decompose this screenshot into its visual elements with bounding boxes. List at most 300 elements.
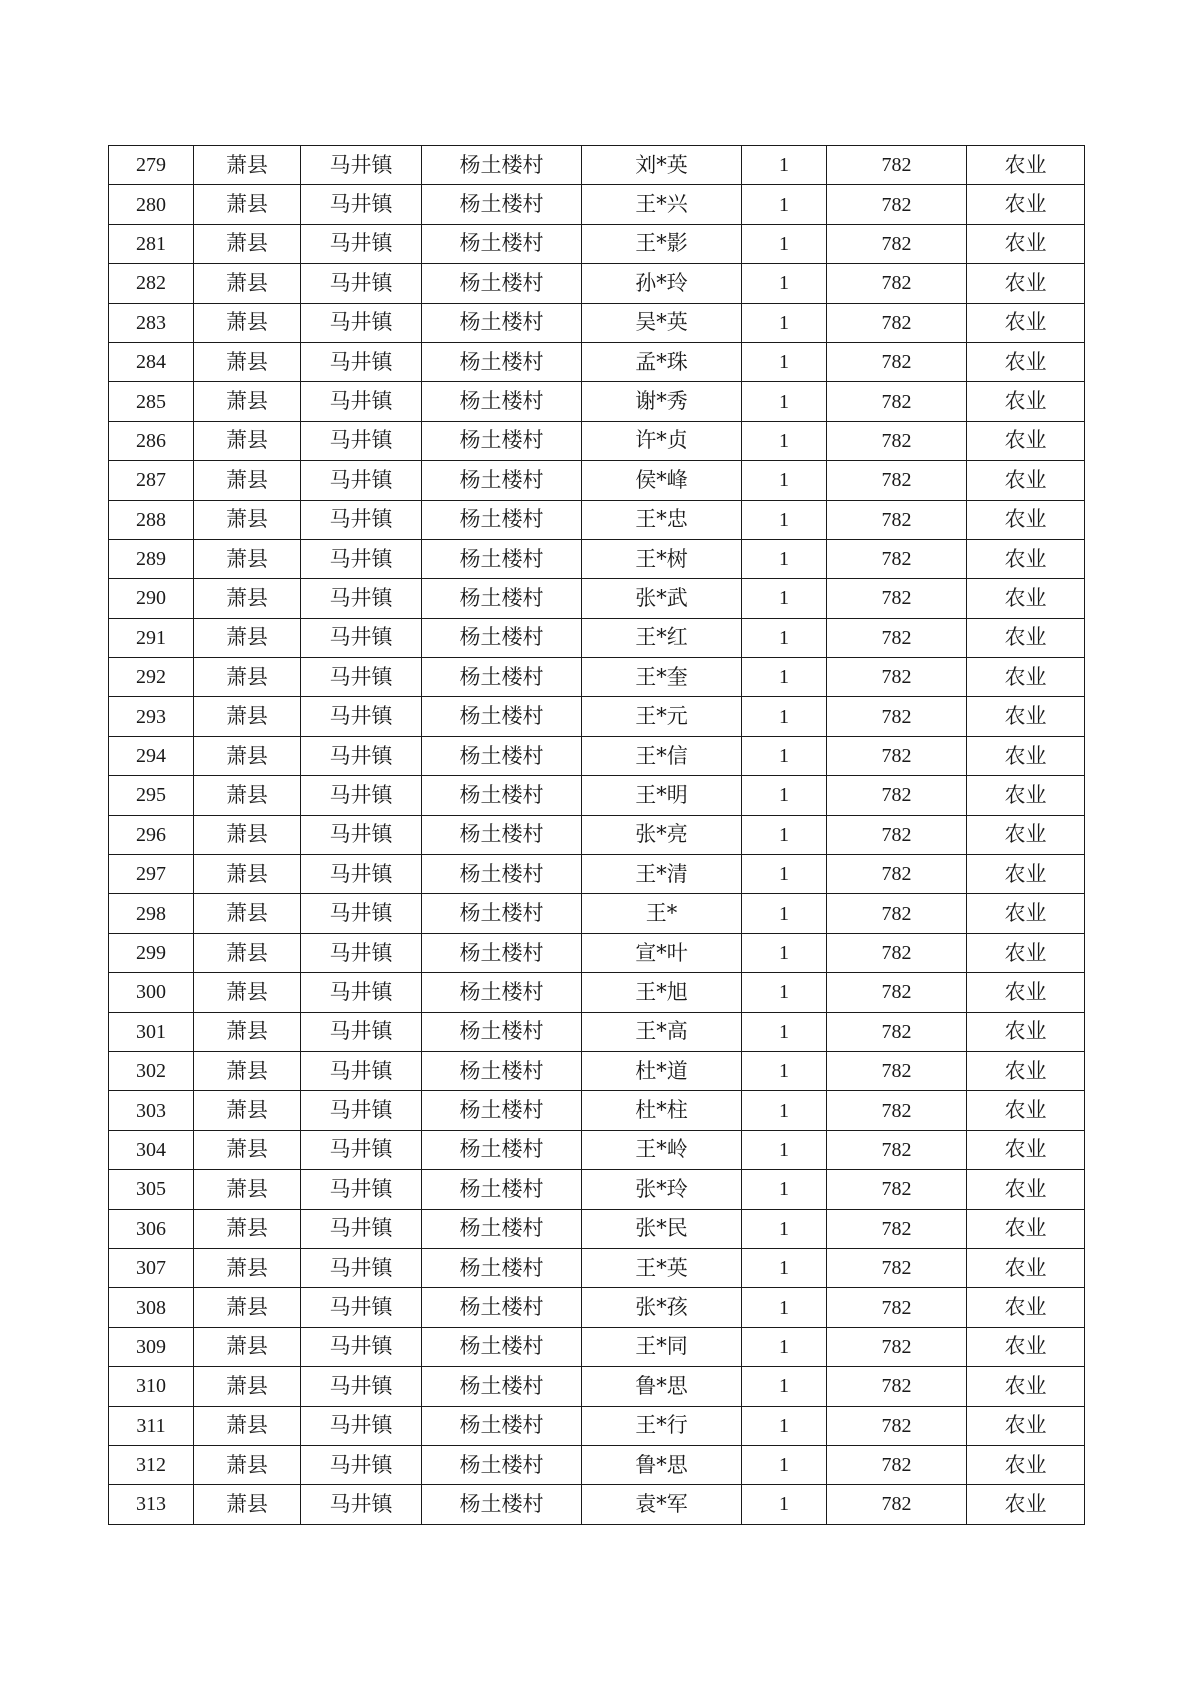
amount-cell: 782 <box>827 776 967 815</box>
count-cell: 1 <box>742 224 827 263</box>
category-cell: 农业 <box>967 185 1085 224</box>
village-cell: 杨土楼村 <box>422 539 582 578</box>
village-cell: 杨土楼村 <box>422 224 582 263</box>
town-cell: 马井镇 <box>301 933 422 972</box>
county-cell: 萧县 <box>194 224 301 263</box>
count-cell: 1 <box>742 1209 827 1248</box>
category-cell: 农业 <box>967 146 1085 185</box>
town-cell: 马井镇 <box>301 539 422 578</box>
amount-cell: 782 <box>827 500 967 539</box>
table-row <box>109 1248 1085 1287</box>
name-cell: 王*英 <box>582 1248 742 1287</box>
table-row <box>109 1051 1085 1090</box>
county-cell: 萧县 <box>194 421 301 460</box>
county-cell: 萧县 <box>194 342 301 381</box>
town-cell: 马井镇 <box>301 421 422 460</box>
county-cell: 萧县 <box>194 1051 301 1090</box>
name-cell: 王*树 <box>582 539 742 578</box>
county-cell: 萧县 <box>194 1327 301 1366</box>
count-cell: 1 <box>742 973 827 1012</box>
row-index-cell: 295 <box>109 776 194 815</box>
name-cell: 王*岭 <box>582 1130 742 1169</box>
table-row <box>109 855 1085 894</box>
row-index-cell: 304 <box>109 1130 194 1169</box>
name-cell: 许*贞 <box>582 421 742 460</box>
amount-cell: 782 <box>827 1367 967 1406</box>
row-index-cell: 308 <box>109 1288 194 1327</box>
county-cell: 萧县 <box>194 303 301 342</box>
town-cell: 马井镇 <box>301 1288 422 1327</box>
row-index-cell: 292 <box>109 658 194 697</box>
name-cell: 王*影 <box>582 224 742 263</box>
name-cell: 杜*道 <box>582 1051 742 1090</box>
count-cell: 1 <box>742 894 827 933</box>
village-cell: 杨土楼村 <box>422 461 582 500</box>
category-cell: 农业 <box>967 539 1085 578</box>
row-index-cell: 286 <box>109 421 194 460</box>
category-cell: 农业 <box>967 1288 1085 1327</box>
amount-cell: 782 <box>827 894 967 933</box>
name-cell: 杜*柱 <box>582 1091 742 1130</box>
name-cell: 王*同 <box>582 1327 742 1366</box>
name-cell: 王*红 <box>582 618 742 657</box>
table-row <box>109 500 1085 539</box>
category-cell: 农业 <box>967 855 1085 894</box>
count-cell: 1 <box>742 146 827 185</box>
table-row <box>109 382 1085 421</box>
category-cell: 农业 <box>967 1209 1085 1248</box>
name-cell: 张*亮 <box>582 815 742 854</box>
table-row <box>109 1406 1085 1445</box>
village-cell: 杨土楼村 <box>422 894 582 933</box>
name-cell: 鲁*思 <box>582 1445 742 1484</box>
amount-cell: 782 <box>827 264 967 303</box>
town-cell: 马井镇 <box>301 1327 422 1366</box>
name-cell: 张*武 <box>582 579 742 618</box>
table-row <box>109 342 1085 381</box>
village-cell: 杨土楼村 <box>422 618 582 657</box>
name-cell: 王*清 <box>582 855 742 894</box>
town-cell: 马井镇 <box>301 342 422 381</box>
row-index-cell: 299 <box>109 933 194 972</box>
village-cell: 杨土楼村 <box>422 342 582 381</box>
row-index-cell: 310 <box>109 1367 194 1406</box>
table-row <box>109 1012 1085 1051</box>
county-cell: 萧县 <box>194 1248 301 1287</box>
name-cell: 孟*珠 <box>582 342 742 381</box>
county-cell: 萧县 <box>194 1406 301 1445</box>
name-cell: 王*旭 <box>582 973 742 1012</box>
village-cell: 杨土楼村 <box>422 776 582 815</box>
amount-cell: 782 <box>827 697 967 736</box>
row-index-cell: 313 <box>109 1485 194 1524</box>
category-cell: 农业 <box>967 1248 1085 1287</box>
village-cell: 杨土楼村 <box>422 1248 582 1287</box>
amount-cell: 782 <box>827 1485 967 1524</box>
county-cell: 萧县 <box>194 1485 301 1524</box>
county-cell: 萧县 <box>194 539 301 578</box>
category-cell: 农业 <box>967 264 1085 303</box>
town-cell: 马井镇 <box>301 1091 422 1130</box>
count-cell: 1 <box>742 1012 827 1051</box>
table-row <box>109 697 1085 736</box>
row-index-cell: 284 <box>109 342 194 381</box>
village-cell: 杨土楼村 <box>422 973 582 1012</box>
row-index-cell: 296 <box>109 815 194 854</box>
amount-cell: 782 <box>827 185 967 224</box>
count-cell: 1 <box>742 1248 827 1287</box>
town-cell: 马井镇 <box>301 303 422 342</box>
village-cell: 杨土楼村 <box>422 1091 582 1130</box>
row-index-cell: 306 <box>109 1209 194 1248</box>
village-cell: 杨土楼村 <box>422 933 582 972</box>
town-cell: 马井镇 <box>301 973 422 1012</box>
category-cell: 农业 <box>967 736 1085 775</box>
village-cell: 杨土楼村 <box>422 736 582 775</box>
town-cell: 马井镇 <box>301 776 422 815</box>
category-cell: 农业 <box>967 933 1085 972</box>
table-row <box>109 303 1085 342</box>
county-cell: 萧县 <box>194 500 301 539</box>
row-index-cell: 305 <box>109 1170 194 1209</box>
village-cell: 杨土楼村 <box>422 500 582 539</box>
village-cell: 杨土楼村 <box>422 1485 582 1524</box>
village-cell: 杨土楼村 <box>422 658 582 697</box>
count-cell: 1 <box>742 1051 827 1090</box>
category-cell: 农业 <box>967 1327 1085 1366</box>
category-cell: 农业 <box>967 894 1085 933</box>
village-cell: 杨土楼村 <box>422 855 582 894</box>
category-cell: 农业 <box>967 1130 1085 1169</box>
amount-cell: 782 <box>827 303 967 342</box>
count-cell: 1 <box>742 461 827 500</box>
count-cell: 1 <box>742 1091 827 1130</box>
table-row <box>109 579 1085 618</box>
category-cell: 农业 <box>967 658 1085 697</box>
county-cell: 萧县 <box>194 933 301 972</box>
town-cell: 马井镇 <box>301 1445 422 1484</box>
table-row <box>109 933 1085 972</box>
town-cell: 马井镇 <box>301 185 422 224</box>
amount-cell: 782 <box>827 146 967 185</box>
name-cell: 王* <box>582 894 742 933</box>
count-cell: 1 <box>742 185 827 224</box>
category-cell: 农业 <box>967 421 1085 460</box>
row-index-cell: 283 <box>109 303 194 342</box>
table-row <box>109 1091 1085 1130</box>
row-index-cell: 281 <box>109 224 194 263</box>
name-cell: 张*孩 <box>582 1288 742 1327</box>
amount-cell: 782 <box>827 342 967 381</box>
table-row <box>109 224 1085 263</box>
name-cell: 袁*军 <box>582 1485 742 1524</box>
town-cell: 马井镇 <box>301 736 422 775</box>
category-cell: 农业 <box>967 1445 1085 1484</box>
amount-cell: 782 <box>827 933 967 972</box>
count-cell: 1 <box>742 1367 827 1406</box>
town-cell: 马井镇 <box>301 382 422 421</box>
name-cell: 宣*叶 <box>582 933 742 972</box>
amount-cell: 782 <box>827 421 967 460</box>
name-cell: 吴*英 <box>582 303 742 342</box>
name-cell: 王*忠 <box>582 500 742 539</box>
name-cell: 谢*秀 <box>582 382 742 421</box>
village-cell: 杨土楼村 <box>422 1367 582 1406</box>
row-index-cell: 301 <box>109 1012 194 1051</box>
roster-body <box>109 146 1085 1525</box>
count-cell: 1 <box>742 264 827 303</box>
roster-table <box>108 145 1085 1525</box>
name-cell: 张*民 <box>582 1209 742 1248</box>
village-cell: 杨土楼村 <box>422 264 582 303</box>
category-cell: 农业 <box>967 461 1085 500</box>
category-cell: 农业 <box>967 1170 1085 1209</box>
table-row <box>109 894 1085 933</box>
amount-cell: 782 <box>827 736 967 775</box>
table-row <box>109 539 1085 578</box>
row-index-cell: 294 <box>109 736 194 775</box>
count-cell: 1 <box>742 579 827 618</box>
count-cell: 1 <box>742 1130 827 1169</box>
count-cell: 1 <box>742 539 827 578</box>
town-cell: 马井镇 <box>301 500 422 539</box>
town-cell: 马井镇 <box>301 1012 422 1051</box>
town-cell: 马井镇 <box>301 1051 422 1090</box>
village-cell: 杨土楼村 <box>422 185 582 224</box>
town-cell: 马井镇 <box>301 264 422 303</box>
amount-cell: 782 <box>827 1012 967 1051</box>
county-cell: 萧县 <box>194 1209 301 1248</box>
count-cell: 1 <box>742 1327 827 1366</box>
name-cell: 王*高 <box>582 1012 742 1051</box>
name-cell: 王*明 <box>582 776 742 815</box>
amount-cell: 782 <box>827 1327 967 1366</box>
village-cell: 杨土楼村 <box>422 1051 582 1090</box>
village-cell: 杨土楼村 <box>422 1327 582 1366</box>
table-row <box>109 1485 1085 1524</box>
county-cell: 萧县 <box>194 1091 301 1130</box>
count-cell: 1 <box>742 303 827 342</box>
table-row <box>109 1327 1085 1366</box>
county-cell: 萧县 <box>194 264 301 303</box>
count-cell: 1 <box>742 815 827 854</box>
amount-cell: 782 <box>827 579 967 618</box>
town-cell: 马井镇 <box>301 855 422 894</box>
village-cell: 杨土楼村 <box>422 815 582 854</box>
count-cell: 1 <box>742 697 827 736</box>
town-cell: 马井镇 <box>301 1367 422 1406</box>
county-cell: 萧县 <box>194 894 301 933</box>
village-cell: 杨土楼村 <box>422 146 582 185</box>
count-cell: 1 <box>742 1485 827 1524</box>
category-cell: 农业 <box>967 342 1085 381</box>
table-row <box>109 264 1085 303</box>
row-index-cell: 302 <box>109 1051 194 1090</box>
village-cell: 杨土楼村 <box>422 1288 582 1327</box>
county-cell: 萧县 <box>194 973 301 1012</box>
row-index-cell: 289 <box>109 539 194 578</box>
village-cell: 杨土楼村 <box>422 579 582 618</box>
name-cell: 鲁*思 <box>582 1367 742 1406</box>
count-cell: 1 <box>742 658 827 697</box>
town-cell: 马井镇 <box>301 1130 422 1169</box>
table-row <box>109 776 1085 815</box>
village-cell: 杨土楼村 <box>422 1130 582 1169</box>
county-cell: 萧县 <box>194 579 301 618</box>
name-cell: 侯*峰 <box>582 461 742 500</box>
row-index-cell: 279 <box>109 146 194 185</box>
county-cell: 萧县 <box>194 815 301 854</box>
town-cell: 马井镇 <box>301 224 422 263</box>
category-cell: 农业 <box>967 382 1085 421</box>
village-cell: 杨土楼村 <box>422 697 582 736</box>
name-cell: 刘*英 <box>582 146 742 185</box>
row-index-cell: 280 <box>109 185 194 224</box>
count-cell: 1 <box>742 500 827 539</box>
row-index-cell: 285 <box>109 382 194 421</box>
county-cell: 萧县 <box>194 185 301 224</box>
category-cell: 农业 <box>967 973 1085 1012</box>
table-row <box>109 1288 1085 1327</box>
village-cell: 杨土楼村 <box>422 1012 582 1051</box>
row-index-cell: 303 <box>109 1091 194 1130</box>
count-cell: 1 <box>742 855 827 894</box>
village-cell: 杨土楼村 <box>422 382 582 421</box>
category-cell: 农业 <box>967 224 1085 263</box>
category-cell: 农业 <box>967 815 1085 854</box>
town-cell: 马井镇 <box>301 1170 422 1209</box>
table-row <box>109 146 1085 185</box>
town-cell: 马井镇 <box>301 1485 422 1524</box>
town-cell: 马井镇 <box>301 815 422 854</box>
town-cell: 马井镇 <box>301 146 422 185</box>
amount-cell: 782 <box>827 1406 967 1445</box>
count-cell: 1 <box>742 421 827 460</box>
category-cell: 农业 <box>967 776 1085 815</box>
table-row <box>109 658 1085 697</box>
name-cell: 王*兴 <box>582 185 742 224</box>
town-cell: 马井镇 <box>301 1248 422 1287</box>
table-row <box>109 1445 1085 1484</box>
county-cell: 萧县 <box>194 1445 301 1484</box>
table-row <box>109 185 1085 224</box>
county-cell: 萧县 <box>194 618 301 657</box>
town-cell: 马井镇 <box>301 894 422 933</box>
village-cell: 杨土楼村 <box>422 1170 582 1209</box>
table-row <box>109 815 1085 854</box>
name-cell: 王*元 <box>582 697 742 736</box>
county-cell: 萧县 <box>194 736 301 775</box>
county-cell: 萧县 <box>194 855 301 894</box>
village-cell: 杨土楼村 <box>422 1445 582 1484</box>
county-cell: 萧县 <box>194 1367 301 1406</box>
town-cell: 马井镇 <box>301 618 422 657</box>
county-cell: 萧县 <box>194 1130 301 1169</box>
row-index-cell: 307 <box>109 1248 194 1287</box>
amount-cell: 782 <box>827 461 967 500</box>
table-row <box>109 1130 1085 1169</box>
count-cell: 1 <box>742 736 827 775</box>
table-row <box>109 1209 1085 1248</box>
village-cell: 杨土楼村 <box>422 1406 582 1445</box>
county-cell: 萧县 <box>194 1012 301 1051</box>
town-cell: 马井镇 <box>301 579 422 618</box>
county-cell: 萧县 <box>194 697 301 736</box>
amount-cell: 782 <box>827 1130 967 1169</box>
category-cell: 农业 <box>967 579 1085 618</box>
category-cell: 农业 <box>967 1012 1085 1051</box>
row-index-cell: 298 <box>109 894 194 933</box>
count-cell: 1 <box>742 933 827 972</box>
amount-cell: 782 <box>827 973 967 1012</box>
amount-cell: 782 <box>827 382 967 421</box>
name-cell: 孙*玲 <box>582 264 742 303</box>
table-row <box>109 1367 1085 1406</box>
table-row <box>109 461 1085 500</box>
table-row <box>109 618 1085 657</box>
count-cell: 1 <box>742 776 827 815</box>
count-cell: 1 <box>742 342 827 381</box>
table-row <box>109 736 1085 775</box>
category-cell: 农业 <box>967 303 1085 342</box>
row-index-cell: 290 <box>109 579 194 618</box>
village-cell: 杨土楼村 <box>422 303 582 342</box>
amount-cell: 782 <box>827 539 967 578</box>
row-index-cell: 297 <box>109 855 194 894</box>
amount-cell: 782 <box>827 1091 967 1130</box>
row-index-cell: 287 <box>109 461 194 500</box>
category-cell: 农业 <box>967 1406 1085 1445</box>
village-cell: 杨土楼村 <box>422 421 582 460</box>
county-cell: 萧县 <box>194 1288 301 1327</box>
category-cell: 农业 <box>967 1485 1085 1524</box>
count-cell: 1 <box>742 618 827 657</box>
amount-cell: 782 <box>827 855 967 894</box>
town-cell: 马井镇 <box>301 1209 422 1248</box>
name-cell: 王*行 <box>582 1406 742 1445</box>
amount-cell: 782 <box>827 1288 967 1327</box>
amount-cell: 782 <box>827 1445 967 1484</box>
count-cell: 1 <box>742 1288 827 1327</box>
row-index-cell: 309 <box>109 1327 194 1366</box>
town-cell: 马井镇 <box>301 461 422 500</box>
amount-cell: 782 <box>827 618 967 657</box>
amount-cell: 782 <box>827 224 967 263</box>
county-cell: 萧县 <box>194 382 301 421</box>
county-cell: 萧县 <box>194 146 301 185</box>
category-cell: 农业 <box>967 1367 1085 1406</box>
amount-cell: 782 <box>827 1170 967 1209</box>
category-cell: 农业 <box>967 1051 1085 1090</box>
amount-cell: 782 <box>827 815 967 854</box>
count-cell: 1 <box>742 1445 827 1484</box>
row-index-cell: 311 <box>109 1406 194 1445</box>
category-cell: 农业 <box>967 500 1085 539</box>
row-index-cell: 312 <box>109 1445 194 1484</box>
county-cell: 萧县 <box>194 776 301 815</box>
table-row <box>109 1170 1085 1209</box>
category-cell: 农业 <box>967 618 1085 657</box>
row-index-cell: 282 <box>109 264 194 303</box>
row-index-cell: 288 <box>109 500 194 539</box>
town-cell: 马井镇 <box>301 1406 422 1445</box>
name-cell: 王*信 <box>582 736 742 775</box>
amount-cell: 782 <box>827 658 967 697</box>
table-row <box>109 421 1085 460</box>
county-cell: 萧县 <box>194 461 301 500</box>
count-cell: 1 <box>742 1406 827 1445</box>
name-cell: 张*玲 <box>582 1170 742 1209</box>
